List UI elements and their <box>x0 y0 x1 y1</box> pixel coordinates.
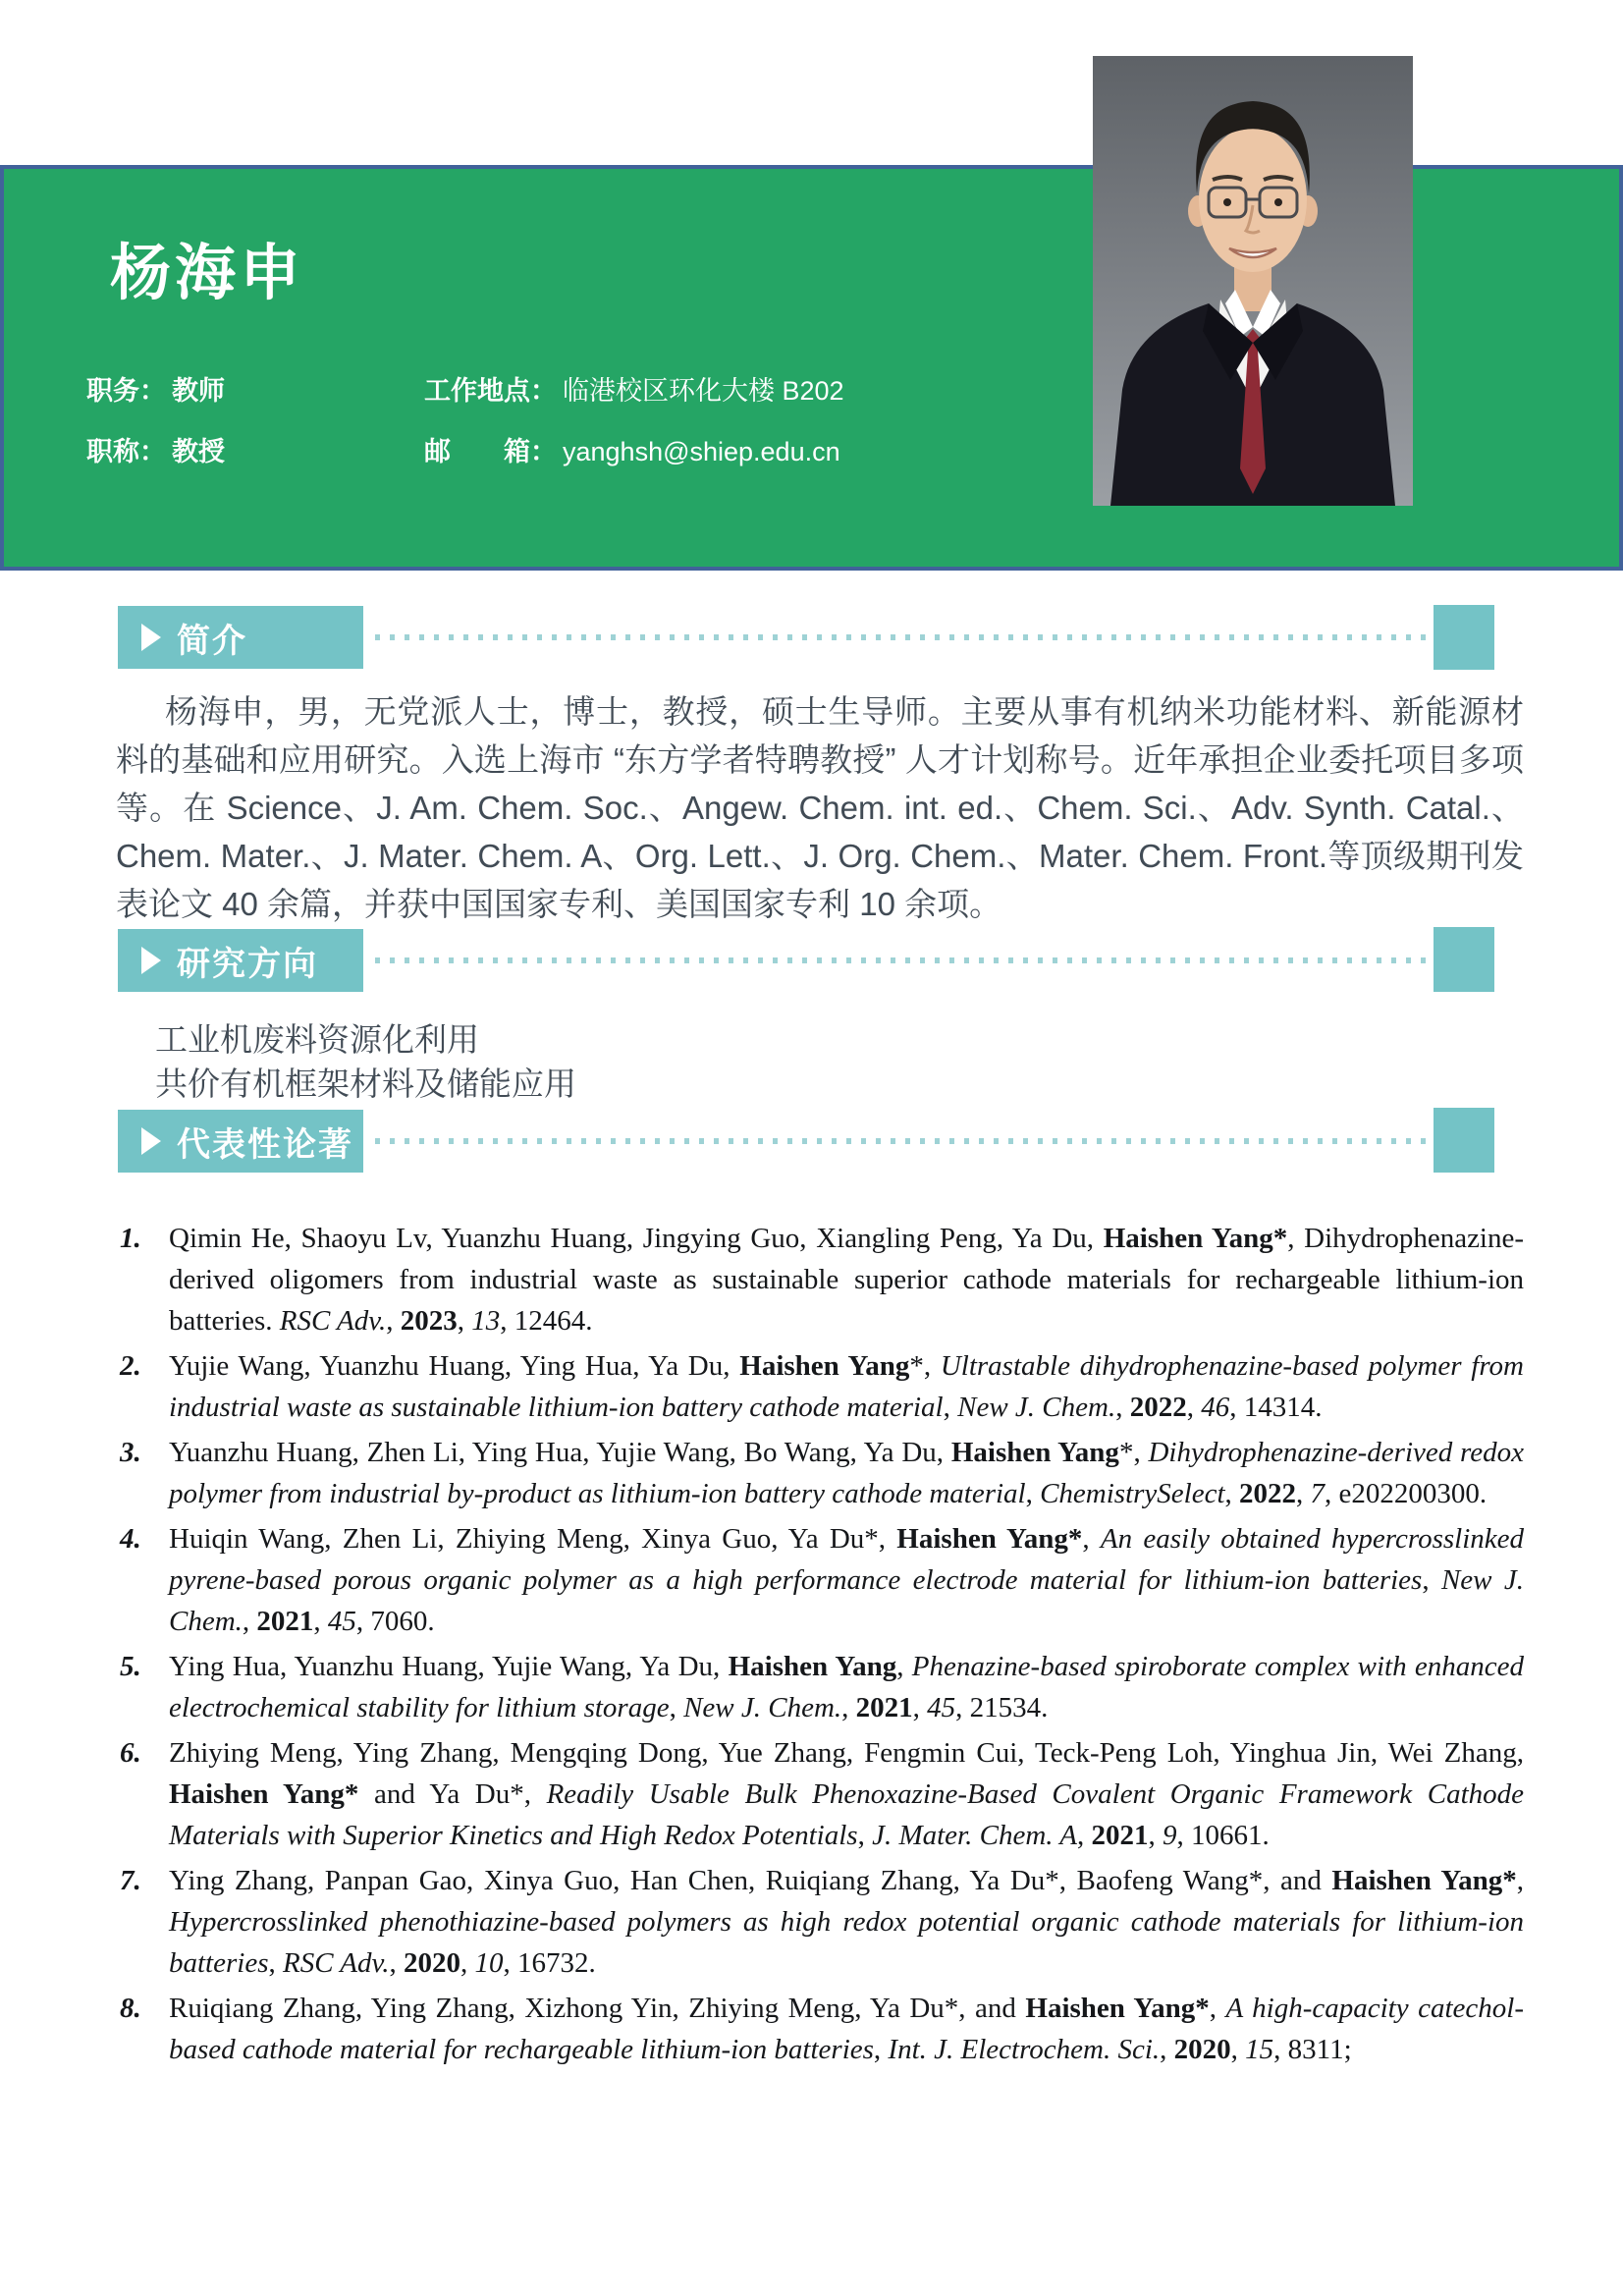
publication-number: 3. <box>120 1437 141 1468</box>
teal-square-decoration <box>1434 1108 1494 1173</box>
publication-number: 7. <box>120 1865 141 1896</box>
dotted-divider <box>375 957 1428 963</box>
publication-item: 3. Yuanzhu Huang, Zhen Li, Ying Hua, Yujie Wang, Bo Wang, Ya Du, Haishen Yang*, Dihydrophenazine-derived redox polymer from industrial by-product as lithium-ion battery cathode material, ChemistrySelect, 2022, 7, e202200300. <box>118 1432 1524 1514</box>
triangle-icon <box>141 947 161 974</box>
triangle-icon <box>141 624 161 651</box>
section-title-research: 研究方向 <box>177 945 318 983</box>
publication-item: 2. Yujie Wang, Yuanzhu Huang, Ying Hua, Ya Du, Haishen Yang*, Ultrastable dihydrophenazine-based polymer from industrial waste as sustainable lithium-ion battery cathode material, New J. Chem., 2022, 46, 14314. <box>118 1345 1524 1428</box>
workplace-label: 工作地点： <box>424 376 557 406</box>
title-value: 教授 <box>172 437 225 466</box>
section-header-publications <box>118 1110 363 1173</box>
publication-item: 8. Ruiqiang Zhang, Ying Zhang, Xizhong Yin, Zhiying Meng, Ya Du*, and Haishen Yang*, A high-capacity catechol-based cathode material for rechargeable lithium-ion batteries, Int. J. Electrochem. Sci., 2020, 15, 8311; <box>118 1988 1524 2070</box>
publication-number: 5. <box>120 1651 141 1682</box>
research-directions <box>155 1017 576 1106</box>
workplace-field <box>424 369 844 408</box>
position-value: 教师 <box>172 376 225 406</box>
teal-square-decoration <box>1434 927 1494 992</box>
dotted-divider <box>375 1138 1428 1144</box>
publication-number: 1. <box>120 1223 141 1254</box>
title-field <box>86 430 225 468</box>
research-item: 共价有机框架材料及储能应用 <box>155 1066 576 1102</box>
triangle-icon <box>141 1127 161 1155</box>
publication-item: 7. Ying Zhang, Panpan Gao, Xinya Guo, Han Chen, Ruiqiang Zhang, Ya Du*, Baofeng Wang*, and Haishen Yang*, Hypercrosslinked phenothiazine-based polymers as high redox potential organic cathode materials for lithium-ion batteries, RSC Adv., 2020, 10, 16732. <box>118 1860 1524 1984</box>
section-title-intro: 简介 <box>177 622 247 660</box>
intro-paragraph: 杨海申，男，无党派人士，博士，教授，硕士生导师。主要从事有机纳米功能材料、新能源材料的基础和应用研究。入选上海市 “东方学者特聘教授” 人才计划称号。近年承担企业委托项目多项等。在 Science、J. Am. Chem. Soc.、Angew. Chem. int. ed.、Chem. Sci.、Adv. Synth. Catal.、Chem. Mater.、J. Mater. Chem. A、Org. Lett.、J. Org. Chem.、Mater. Chem. Front.等顶级期刊发表论文 40 余篇，并获中国国家专利、美国国家专利 10 余项。 <box>116 693 1524 922</box>
publication-number: 2. <box>120 1350 141 1382</box>
publication-number: 4. <box>120 1523 141 1555</box>
portrait-illustration <box>1093 56 1413 506</box>
research-item: 工业机废料资源化利用 <box>155 1021 479 1058</box>
section-title-publications: 代表性论著 <box>177 1125 353 1164</box>
professor-name: 杨海申 <box>110 240 305 307</box>
dotted-divider <box>375 634 1428 640</box>
position-field <box>86 369 225 408</box>
email-label: 邮 箱： <box>424 437 557 466</box>
publication-number: 6. <box>120 1737 141 1769</box>
portrait-photo <box>1093 56 1413 506</box>
workplace-value: 临港校区环化大楼 B202 <box>563 376 844 406</box>
publications-list <box>118 1218 1524 2074</box>
email-value: yanghsh@shiep.edu.cn <box>563 437 840 466</box>
publication-item: 5. Ying Hua, Yuanzhu Huang, Yujie Wang, Ya Du, Haishen Yang, Phenazine-based spiroborate complex with enhanced electrochemical stability for lithium storage, New J. Chem., 2021, 45, 21534. <box>118 1646 1524 1728</box>
publication-item: 1. Qimin He, Shaoyu Lv, Yuanzhu Huang, Jingying Guo, Xiangling Peng, Ya Du, Haishen Yang*, Dihydrophenazine-derived oligomers from industrial waste as sustainable superior cathode materials for rechargeable lithium-ion batteries. RSC Adv., 2023, 13, 12464. <box>118 1218 1524 1341</box>
title-label: 职称： <box>86 437 166 466</box>
section-header-intro <box>118 606 363 669</box>
position-label: 职务： <box>86 376 166 406</box>
publication-item: 6. Zhiying Meng, Ying Zhang, Mengqing Dong, Yue Zhang, Fengmin Cui, Teck-Peng Loh, Yinghua Jin, Wei Zhang, Haishen Yang* and Ya Du*, Readily Usable Bulk Phenoxazine-Based Covalent Organic Framework Cathode Materials with Superior Kinetics and High Redox Potentials, J. Mater. Chem. A, 2021, 9, 10661. <box>118 1732 1524 1856</box>
publication-item: 4. Huiqin Wang, Zhen Li, Zhiying Meng, Xinya Guo, Ya Du*, Haishen Yang*, An easily obtained hypercrosslinked pyrene-based porous organic polymer as a high performance electrode material for lithium-ion batteries, New J. Chem., 2021, 45, 7060. <box>118 1518 1524 1642</box>
email-field <box>424 430 840 468</box>
teal-square-decoration <box>1434 605 1494 670</box>
section-header-research <box>118 929 363 992</box>
publication-number: 8. <box>120 1993 141 2024</box>
